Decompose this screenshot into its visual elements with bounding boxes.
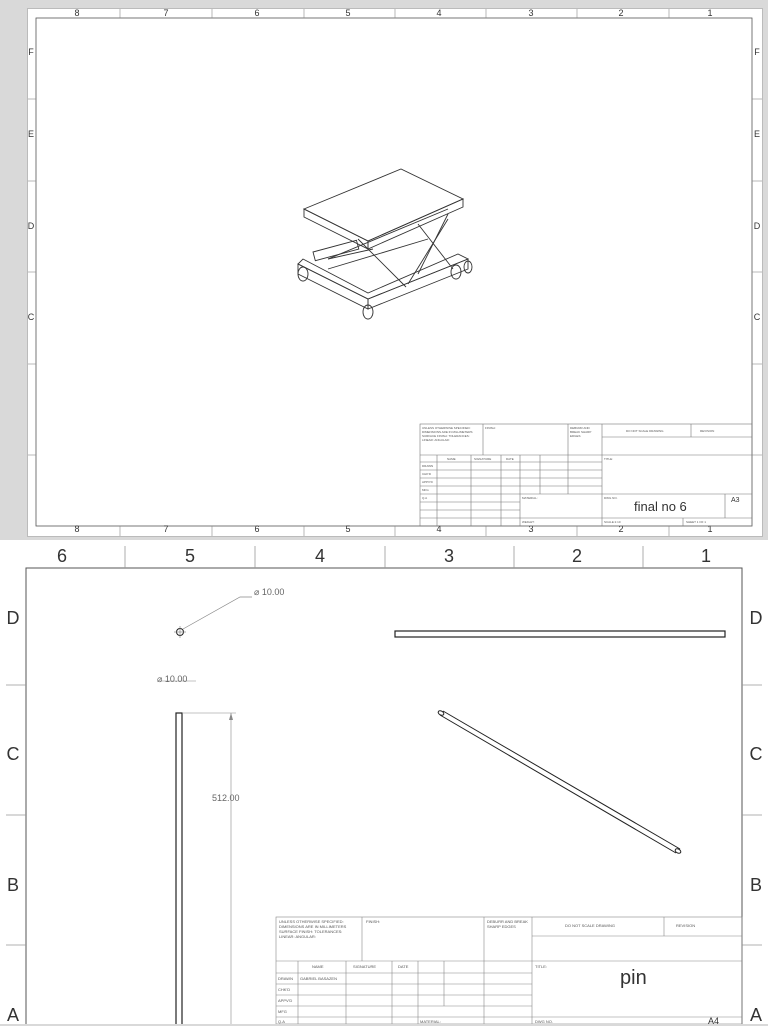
sheet-size: A3 — [731, 497, 740, 504]
sheet-count: SHEET 1 OF 1 — [686, 520, 706, 524]
row-mfg: MFG — [278, 1009, 287, 1014]
col-name: NAME — [312, 964, 324, 969]
row-checked: CHK'D — [422, 472, 432, 476]
material-label: MATERIAL: — [522, 496, 538, 500]
zone-label-right: C — [753, 312, 761, 322]
zone-label-bottom: 2 — [618, 524, 624, 534]
drawing-title: final no 6 — [634, 499, 687, 514]
zone-label-top: 1 — [700, 546, 711, 566]
zone-label-left: A — [6, 1005, 19, 1025]
zone-label-top: 6 — [254, 8, 260, 18]
dwg-no-label: DWG NO. — [535, 1019, 553, 1024]
row-checked: CHK'D — [278, 987, 291, 992]
zone-label-right: E — [753, 129, 760, 139]
title-label: TITLE: — [604, 457, 614, 461]
zone-label-bottom: 8 — [74, 524, 80, 534]
zone-label-top: 3 — [443, 546, 454, 566]
do-not-scale-note: DO NOT SCALE DRAWING — [565, 923, 616, 928]
row-approved: APPV'D — [278, 998, 293, 1003]
drawing-sheet-1 — [27, 8, 763, 537]
zone-label-left: E — [27, 129, 34, 139]
zone-label-top: 4 — [314, 546, 325, 566]
zone-label-top: 8 — [74, 8, 80, 18]
length-dimension: 512.00 — [212, 793, 240, 803]
zone-label-left: D — [27, 221, 35, 231]
zone-label-bottom: 4 — [436, 524, 442, 534]
drawing-title: pin — [620, 967, 647, 989]
col-signature: SIGNATURE — [353, 964, 377, 969]
revision-label: REVISION — [676, 923, 696, 928]
col-date: DATE — [398, 964, 409, 969]
zone-label-top: 6 — [56, 546, 67, 566]
zone-label-top: 3 — [528, 8, 534, 18]
zone-label-bottom: 6 — [254, 524, 260, 534]
zone-label-top: 7 — [163, 8, 169, 18]
zone-label-bottom: 5 — [345, 524, 351, 534]
drawn-by-name: GABRIEL BASAZEN — [300, 976, 337, 981]
row-qa: Q.A — [278, 1019, 285, 1024]
col-name: NAME — [447, 457, 456, 461]
zone-label-right: C — [749, 744, 763, 764]
zone-label-right: A — [749, 1005, 762, 1025]
zone-label-right: D — [753, 221, 761, 231]
diameter-dimension-end: ⌀ 10.00 — [254, 587, 285, 597]
pin-top-view — [395, 631, 725, 637]
sheet-size: A4 — [708, 1016, 720, 1026]
zone-label-top: 1 — [707, 8, 713, 18]
general-note: UNLESS OTHERWISE SPECIFIED: DIMENSIONS ARE IN MILLIMETERS SURFACE FINISH: TOLERANCES: LINEAR: ANGULAR: — [422, 426, 473, 442]
dwg-no-label: DWG NO. — [604, 496, 618, 500]
zone-label-bottom: 1 — [707, 524, 713, 534]
finish-label: FINISH: — [366, 919, 381, 924]
deburr-note: DEBURR AND BREAK SHARP EDGES — [570, 426, 592, 438]
zone-label-left: C — [27, 312, 35, 322]
col-signature: SIGNATURE — [474, 457, 492, 461]
do-not-scale-note: DO NOT SCALE DRAWING — [626, 429, 664, 433]
row-qa: Q.A — [422, 496, 428, 500]
scale-label: SCALE:1:10 — [604, 520, 621, 524]
zone-label-left: C — [6, 744, 20, 764]
col-date: DATE — [506, 457, 514, 461]
zone-label-left: D — [6, 608, 20, 628]
material-label: MATERIAL: — [420, 1019, 441, 1024]
sheet1-title-block-lines — [28, 9, 762, 536]
zone-label-top: 5 — [184, 546, 195, 566]
zone-label-right: B — [749, 875, 762, 895]
diameter-dimension-front: ⌀ 10.00 — [157, 674, 188, 684]
zone-label-top: 5 — [345, 8, 351, 18]
deburr-note: DEBURR AND BREAK SHARP EDGES — [487, 919, 528, 929]
weight-label: WEIGHT: — [522, 520, 535, 524]
drawing-sheet-2 — [0, 540, 768, 1024]
pin-front-view — [176, 713, 182, 1024]
pin-views — [0, 540, 768, 1024]
zone-label-bottom: 3 — [528, 524, 534, 534]
general-note: UNLESS OTHERWISE SPECIFIED: DIMENSIONS ARE IN MILLIMETERS SURFACE FINISH: TOLERANCES: LINEAR: ANGULAR: — [279, 919, 347, 939]
row-drawn: DRAWN — [278, 976, 293, 981]
zone-label-top: 2 — [571, 546, 582, 566]
zone-label-top: 4 — [436, 8, 442, 18]
revision-label: REVISION — [700, 429, 715, 433]
title-label: TITLE: — [535, 964, 548, 969]
zone-label-top: 2 — [618, 8, 624, 18]
zone-label-right: F — [754, 47, 760, 57]
zone-label-right: D — [749, 608, 763, 628]
zone-label-bottom: 7 — [163, 524, 169, 534]
zone-label-left: F — [28, 47, 34, 57]
row-drawn: DRAWN — [422, 464, 434, 468]
zone-label-left: B — [6, 875, 19, 895]
finish-label: FINISH: — [485, 426, 496, 430]
row-mfg: MFG — [422, 488, 429, 492]
row-approved: APPV'D — [422, 480, 433, 484]
